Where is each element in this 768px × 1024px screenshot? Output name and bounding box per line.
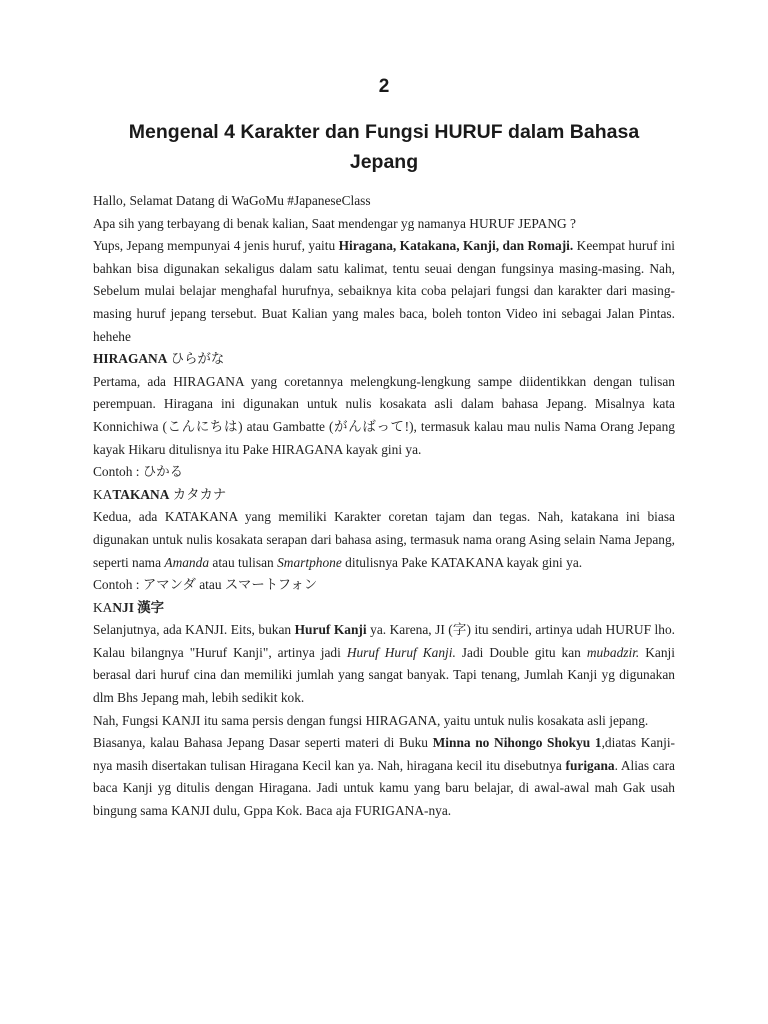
katakana-example-name: Amanda	[164, 554, 210, 570]
intro-text-start: Yups, Jepang mempunyai 4 jenis huruf, yaitu	[93, 238, 339, 254]
kanji-p3-a: Biasanya, kalau Bahasa Jepang Dasar seperti materi di Buku	[93, 735, 433, 751]
kanji-p1-a: Selanjutnya, ada KANJI. Eits, bukan	[93, 622, 295, 638]
hiragana-heading-latin: HIRAGANA	[93, 351, 168, 367]
kanji-p3-b: ,diatas Kanji-nya masih disertakan tulisan Hiragana Kecil kan ya. Nah, hiragana kecil itu disebutnya	[93, 735, 675, 773]
greeting-line: Hallo, Selamat Datang di WaGoMu #JapaneseClass	[93, 193, 371, 208]
kanji-heading-jp: 漢字	[133, 599, 165, 615]
kanji-paragraph-3	[93, 732, 675, 822]
intro-paragraph	[93, 235, 675, 348]
katakana-heading-latin: TAKANA	[112, 486, 170, 502]
katakana-text-1: Kedua, ada KATAKANA yang memiliki Karakter coretan tajam dan tegas. Nah, katakana ini biasa digunakan untuk nulis kosakata serapan dari bahasa asing, termasuk nama orang Asing selain Nama Jepang, seperti nama	[93, 509, 675, 570]
kanji-p1-b: ya. Karena, JI (字) itu sendiri, artinya udah HURUF lho. Kalau bilangnya "Huruf Kanji", artinya jadi	[93, 622, 675, 660]
kanji-p1-d: Kanji berasal dari huruf cina dan memiliki jumlah yang sangat banyak. Tapi tenang, Jumlah Kanji yg digunakan dlm Bhs Jepang mah, lebih sedikit kok.	[93, 644, 675, 706]
page-title: Mengenal 4 Karakter dan Fungsi HURUF dalam Bahasa Jepang	[128, 121, 640, 173]
kanji-p3-book-title: Minna no Nihongo Shokyu 1	[432, 735, 602, 751]
katakana-heading	[93, 484, 675, 507]
intro-letter-types: Hiragana, Katakana, Kanji, dan Romaji.	[338, 238, 574, 254]
katakana-heading-prefix: KA	[93, 486, 113, 502]
katakana-text-3: ditulisnya Pake KATAKANA kayak gini ya.	[341, 554, 583, 570]
kanji-p3-furigana: furigana	[565, 757, 615, 773]
hiragana-heading-jp: ひらがな	[167, 351, 225, 367]
kanji-paragraph-1	[93, 619, 675, 709]
katakana-text-2: atau tulisan	[209, 554, 278, 570]
katakana-heading-jp: カタカナ	[169, 486, 227, 502]
hiragana-example: Contoh : ひかる	[93, 464, 184, 480]
katakana-example-word: Smartphone	[277, 554, 342, 570]
kanji-heading-latin: NJI	[112, 599, 134, 615]
question-line: Apa sih yang terbayang di benak kalian, Saat mendengar yg namanya HURUF JEPANG ?	[93, 215, 576, 231]
katakana-paragraph	[93, 506, 675, 574]
hiragana-paragraph: Pertama, ada HIRAGANA yang coretannya melengkung-lengkung sampe diidentikkan dengan tulisan perempuan. Hiragana ini digunakan untuk nulis kosakata asli dalam bahasa Jepang. Misalnya kata Konnichiwa (こんにちは) atau Gambatte (がんばって!), termasuk kalau mau nulis Nama Orang Jepang kayak Hikaru ditulisnya itu Pake HIRAGANA kayak gini ya.	[93, 373, 675, 457]
katakana-example: Contoh : アマンダ atau スマートフォン	[93, 577, 318, 593]
article-body	[93, 190, 675, 823]
kanji-p1-italic-2: mubadzir.	[586, 644, 640, 660]
kanji-p1-bold: Huruf Kanji	[294, 622, 367, 638]
kanji-heading	[93, 597, 675, 620]
chapter-number: 2	[378, 76, 390, 97]
kanji-paragraph-2: Nah, Fungsi KANJI itu sama persis dengan fungsi HIRAGANA, yaitu untuk nulis kosakata asli jepang.	[93, 712, 649, 728]
kanji-p1-c: Jadi Double gitu kan	[455, 644, 587, 660]
intro-text-rest: Keempat huruf ini bahkan bisa digunakan sekaligus dalam satu kalimat, tentu seuai dengan fungsinya masing-masing. Nah, Sebelum mulai belajar menghafal hurufnya, sebaiknya kita coba pelajari fungsi dan karakter dari masing-masing huruf jepang tersebut. Buat Kalian yang males baca, boleh tonton Video ini sebagai Jalan Pintas. hehehe	[93, 238, 675, 344]
kanji-p1-italic: Huruf Huruf Kanji.	[346, 644, 456, 660]
kanji-heading-prefix: KA	[93, 599, 113, 615]
kanji-p3-c: . Alias cara baca Kanji yg ditulis dengan Hiragana. Jadi untuk kamu yang baru belajar, di awal-awal mah Gak usah bingung sama KANJI dulu, Gppa Kok. Baca aja FURIGANA-nya.	[93, 757, 676, 819]
hiragana-heading	[93, 348, 675, 371]
